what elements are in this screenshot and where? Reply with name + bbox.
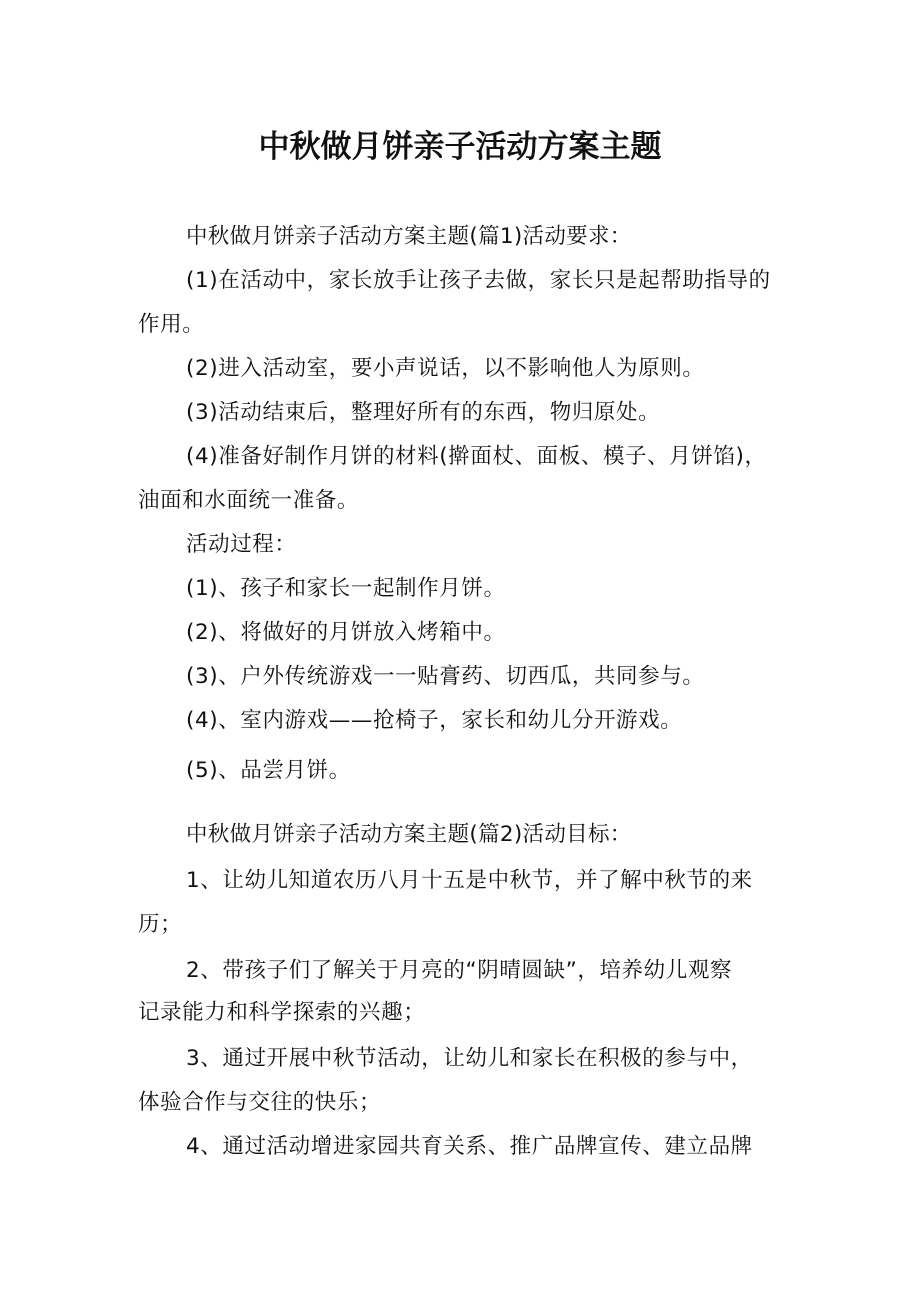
requirement-4-line-2: 油面和水面统一准备。 [138, 488, 360, 513]
requirement-1-line-1: (1)在活动中，家长放手让孩子去做，家长只是起帮助指导的 [186, 268, 771, 293]
goal-3-line-1: 3、通过开展中秋节活动，让幼儿和家长在积极的参与中， [186, 1046, 753, 1071]
requirement-2: (2)进入活动室，要小声说话，以不影响他人为原则。 [186, 356, 705, 381]
requirement-3: (3)活动结束后，整理好所有的东西，物归原处。 [186, 400, 661, 425]
process-step-4: (4)、室内游戏——抢椅子，家长和幼儿分开游戏。 [186, 708, 683, 733]
process-heading: 活动过程： [186, 532, 297, 557]
section-2-heading: 中秋做月饼亲子活动方案主题(篇2)活动目标： [186, 822, 632, 847]
goal-1-line-2: 历； [138, 912, 183, 937]
document-title: 中秋做月饼亲子活动方案主题 [258, 129, 662, 165]
requirement-4-line-1: (4)准备好制作月饼的材料(擀面杖、面板、模子、月饼馅)， [186, 444, 767, 469]
goal-1-line-1: 1、让幼儿知道农历八月十五是中秋节，并了解中秋节的来 [186, 868, 753, 893]
requirement-1-line-2: 作用。 [138, 312, 205, 337]
process-step-2: (2)、将做好的月饼放入烤箱中。 [186, 620, 506, 645]
goal-4-line-1: 4、通过活动增进家园共育关系、推广品牌宣传、建立品牌 [186, 1134, 753, 1159]
goal-2-line-1: 2、带孩子们了解关于月亮的“阴晴圆缺”，培养幼儿观察 [186, 958, 733, 983]
goal-3-line-2: 体验合作与交往的快乐； [138, 1090, 382, 1115]
goal-2-line-2: 记录能力和科学探索的兴趣； [138, 1000, 426, 1025]
process-step-3: (3)、户外传统游戏一一贴膏药、切西瓜，共同参与。 [186, 664, 705, 689]
process-step-5: (5)、品尝月饼。 [186, 758, 351, 783]
process-step-1: (1)、孩子和家长一起制作月饼。 [186, 576, 506, 601]
section-1-heading: 中秋做月饼亲子活动方案主题(篇1)活动要求： [186, 224, 632, 249]
